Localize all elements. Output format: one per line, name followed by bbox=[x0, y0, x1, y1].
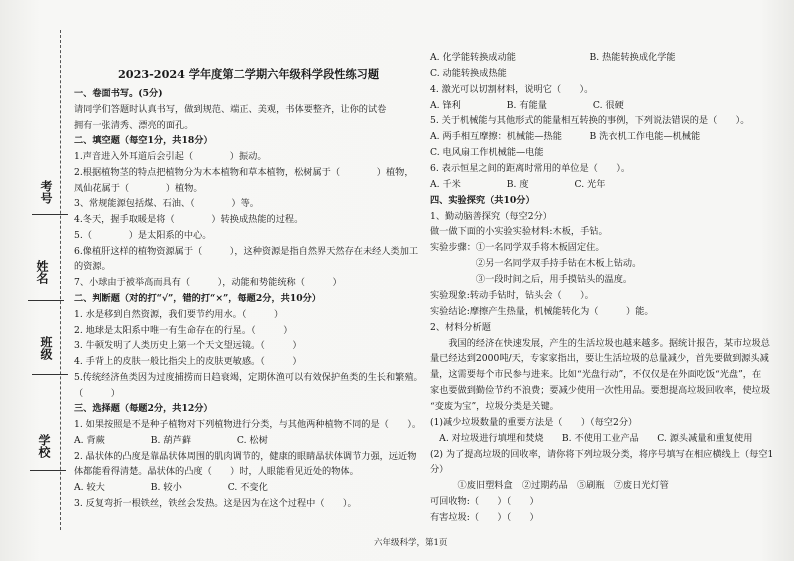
question-line: 2. 晶状体的凸度是靠晶状体周围的肌肉调节的，健康的眼睛晶状体调节力强，远近物 bbox=[74, 450, 417, 462]
question-line: 5. 关于机械能与其他形式的能量相互转换的事例，下列说法错误的是（ ）。 bbox=[430, 115, 750, 127]
question-line: 1. 水是移到自然资源，我们要节约用水。（ ） bbox=[74, 308, 284, 320]
question-line: 凤仙花属于（ ）植物。 bbox=[74, 182, 203, 194]
section-heading: 一、卷面书写。(5分) bbox=[74, 88, 163, 99]
question-line: 1、勤动脑善探究（每空2分） bbox=[430, 210, 552, 222]
page-footer: 六年级科学，第1页 bbox=[374, 538, 448, 548]
question-line: 实验步骤：①一名同学双手将木板固定住。 bbox=[430, 242, 605, 254]
question-line: 的资源。 bbox=[74, 261, 111, 273]
question-line: 1.声音进入外耳道后会引起（ ）振动。 bbox=[74, 151, 267, 163]
question-line: 4.冬天，握手取暖是将（ ）转换成热能的过程。 bbox=[74, 214, 304, 226]
question-line: 请同学们答题时认真书写，做到规范、端正、美观，书体要整齐，让你的试卷 bbox=[74, 103, 387, 115]
question-line: 6. 表示恒星之间的距离时常用的单位是（ ）。 bbox=[430, 163, 631, 175]
question-line: C. 动能转换成热能 bbox=[430, 67, 507, 79]
question-line: 3、常规能源包括煤、石油、（ ）等。 bbox=[74, 198, 259, 210]
question-line: 我国的经济在快速发展，产生的生活垃圾也越来越多。据统计报告，某市垃圾总 bbox=[430, 337, 770, 349]
question-line: A. 锋利 B. 有能量 C. 很硬 bbox=[430, 99, 624, 111]
section-heading: 二、判断题（对的打“√”，错的打“×”，每题2分，共10分） bbox=[74, 293, 321, 304]
banji-line bbox=[32, 374, 68, 375]
question-line: C. 电风扇工作机械能—电能 bbox=[430, 147, 544, 159]
margin-label-xuexiao: 学校 bbox=[37, 434, 51, 458]
section-heading: 二、填空题（每空1分，共18分） bbox=[74, 135, 213, 147]
question-line: 量，这需要每个市民参与进来。比如“光盘行动”，不仅仅是在外面吃饭“光盘”，在 bbox=[430, 369, 762, 381]
question-line: （ ） bbox=[74, 387, 120, 399]
question-line: 5.（ ）是太阳系的中心。 bbox=[74, 229, 212, 241]
question-line: A. 千米 B. 度 C. 光年 bbox=[430, 178, 606, 190]
question-line: 7、小球由于被举高而具有（ ），动能和势能统称（ ） bbox=[74, 277, 342, 289]
question-line: ③一段时间之后，用手摸钻头的温度。 bbox=[430, 274, 633, 286]
question-line: A. 化学能转换成动能 B. 热能转换成化学能 bbox=[430, 52, 676, 63]
xingming-line bbox=[28, 300, 64, 301]
question-line: 分） bbox=[430, 464, 449, 476]
question-line: A. 对垃圾进行填埋和焚烧 B. 不使用工业产品 C. 源头减量和重复使用 bbox=[430, 432, 753, 444]
question-line: 2. 地球是太阳系中唯一有生命存在的行星。（ ） bbox=[74, 324, 293, 336]
section-heading: 四、实验探究（共10分） bbox=[430, 194, 535, 206]
xuexiao-line bbox=[30, 470, 66, 471]
question-line: 2、材料分析题 bbox=[430, 321, 491, 333]
question-line: 1. 如果按照是不是种子植物对下列植物进行分类，与其他两种植物不同的是（ ）。 bbox=[74, 419, 422, 431]
question-line: 3. 反复弯折一根铁丝，铁丝会发热。这是因为在这个过程中（ ）。 bbox=[74, 498, 357, 509]
question-line: A. 两手相互摩擦：机械能—热能 B 洗衣机工作电能—机械能 bbox=[430, 131, 701, 143]
question-line: 家也要做到勤俭节约不浪费；要减少使用一次性用品。要想提高垃圾回收率，使垃圾 bbox=[430, 385, 770, 397]
question-line: 拥有一张清秀、漂亮的面孔。 bbox=[74, 119, 194, 131]
question-line: 6.像植肝这样的植物资源属于（ ），这种资源是指自然界天然存在未经人类加工 bbox=[74, 245, 419, 257]
margin-label-kaohao: 考号 bbox=[39, 180, 53, 204]
dashed-cut-line bbox=[60, 30, 61, 530]
question-line: 可回收物:（ ）（ ） bbox=[430, 496, 539, 508]
question-line: A. 背蕨 B. 葫芦藓 C. 松树 bbox=[74, 434, 268, 446]
question-line: 5.传统经济鱼类因为过度捕捞而日趋衰竭，定期休渔可以有效保护鱼类的生长和繁殖。 bbox=[74, 371, 423, 383]
question-line: 2.根据植物茎的特点把植物分为木本植物和草本植物，松树属于（ ）植物， bbox=[74, 166, 414, 178]
question-line: 量已经达到2000吨/天，专家家指出，要让生活垃圾的总量减少，首先要做到源头减 bbox=[430, 353, 769, 365]
margin-label-xingming: 姓名 bbox=[35, 260, 49, 284]
question-line: 4. 手背上的皮肤一般比指尖上的皮肤更敏感。（ ） bbox=[74, 356, 302, 368]
question-line: ①废旧塑料盒 ②过期药品 ⑤刷瓶 ⑦废日光灯管 bbox=[430, 480, 669, 492]
question-line: 4. 激光可以切割材料，说明它（ ）。 bbox=[430, 83, 594, 95]
question-line: 实验结论:摩擦产生热量，机械能转化为（ ）能。 bbox=[430, 305, 654, 317]
question-line: 体都能看得清楚。晶状体的凸度（ ）时，人眼能看见近处的物体。 bbox=[74, 466, 359, 478]
kaohao-line bbox=[32, 214, 68, 215]
question-line: “变废为宝”，垃圾分类是关键。 bbox=[430, 400, 559, 412]
binding-margin bbox=[0, 0, 70, 561]
question-line: (2) 为了提高垃圾的回收率，请你将下列垃圾分类，将序号填写在相应横线上（每空1 bbox=[430, 448, 774, 460]
question-line: 做一做下面的小实验实验材料:木板，手钻。 bbox=[430, 226, 608, 238]
question-line: ②另一名同学双手持手钻在木板上钻动。 bbox=[430, 258, 642, 270]
question-line: 3. 牛顿发明了人类历史上第一个天文望远镜。（ ） bbox=[74, 340, 302, 352]
page-title: 2023-2024 学年度第二学期六年级科学段性练习题 bbox=[118, 67, 380, 81]
margin-label-banji: 班级 bbox=[39, 336, 53, 360]
section-heading: 三、选择题（每题2分，共12分） bbox=[74, 403, 213, 415]
question-line: 有害垃圾:（ ）（ ） bbox=[430, 512, 539, 523]
question-line: (1)减少垃圾数量的重要方法是（ ）（每空2分） bbox=[430, 416, 638, 428]
question-line: A. 较大 B. 较小 C. 不变化 bbox=[74, 482, 268, 494]
question-line: 实验现象:转动手钻时，钻头会（ ）。 bbox=[430, 289, 594, 301]
